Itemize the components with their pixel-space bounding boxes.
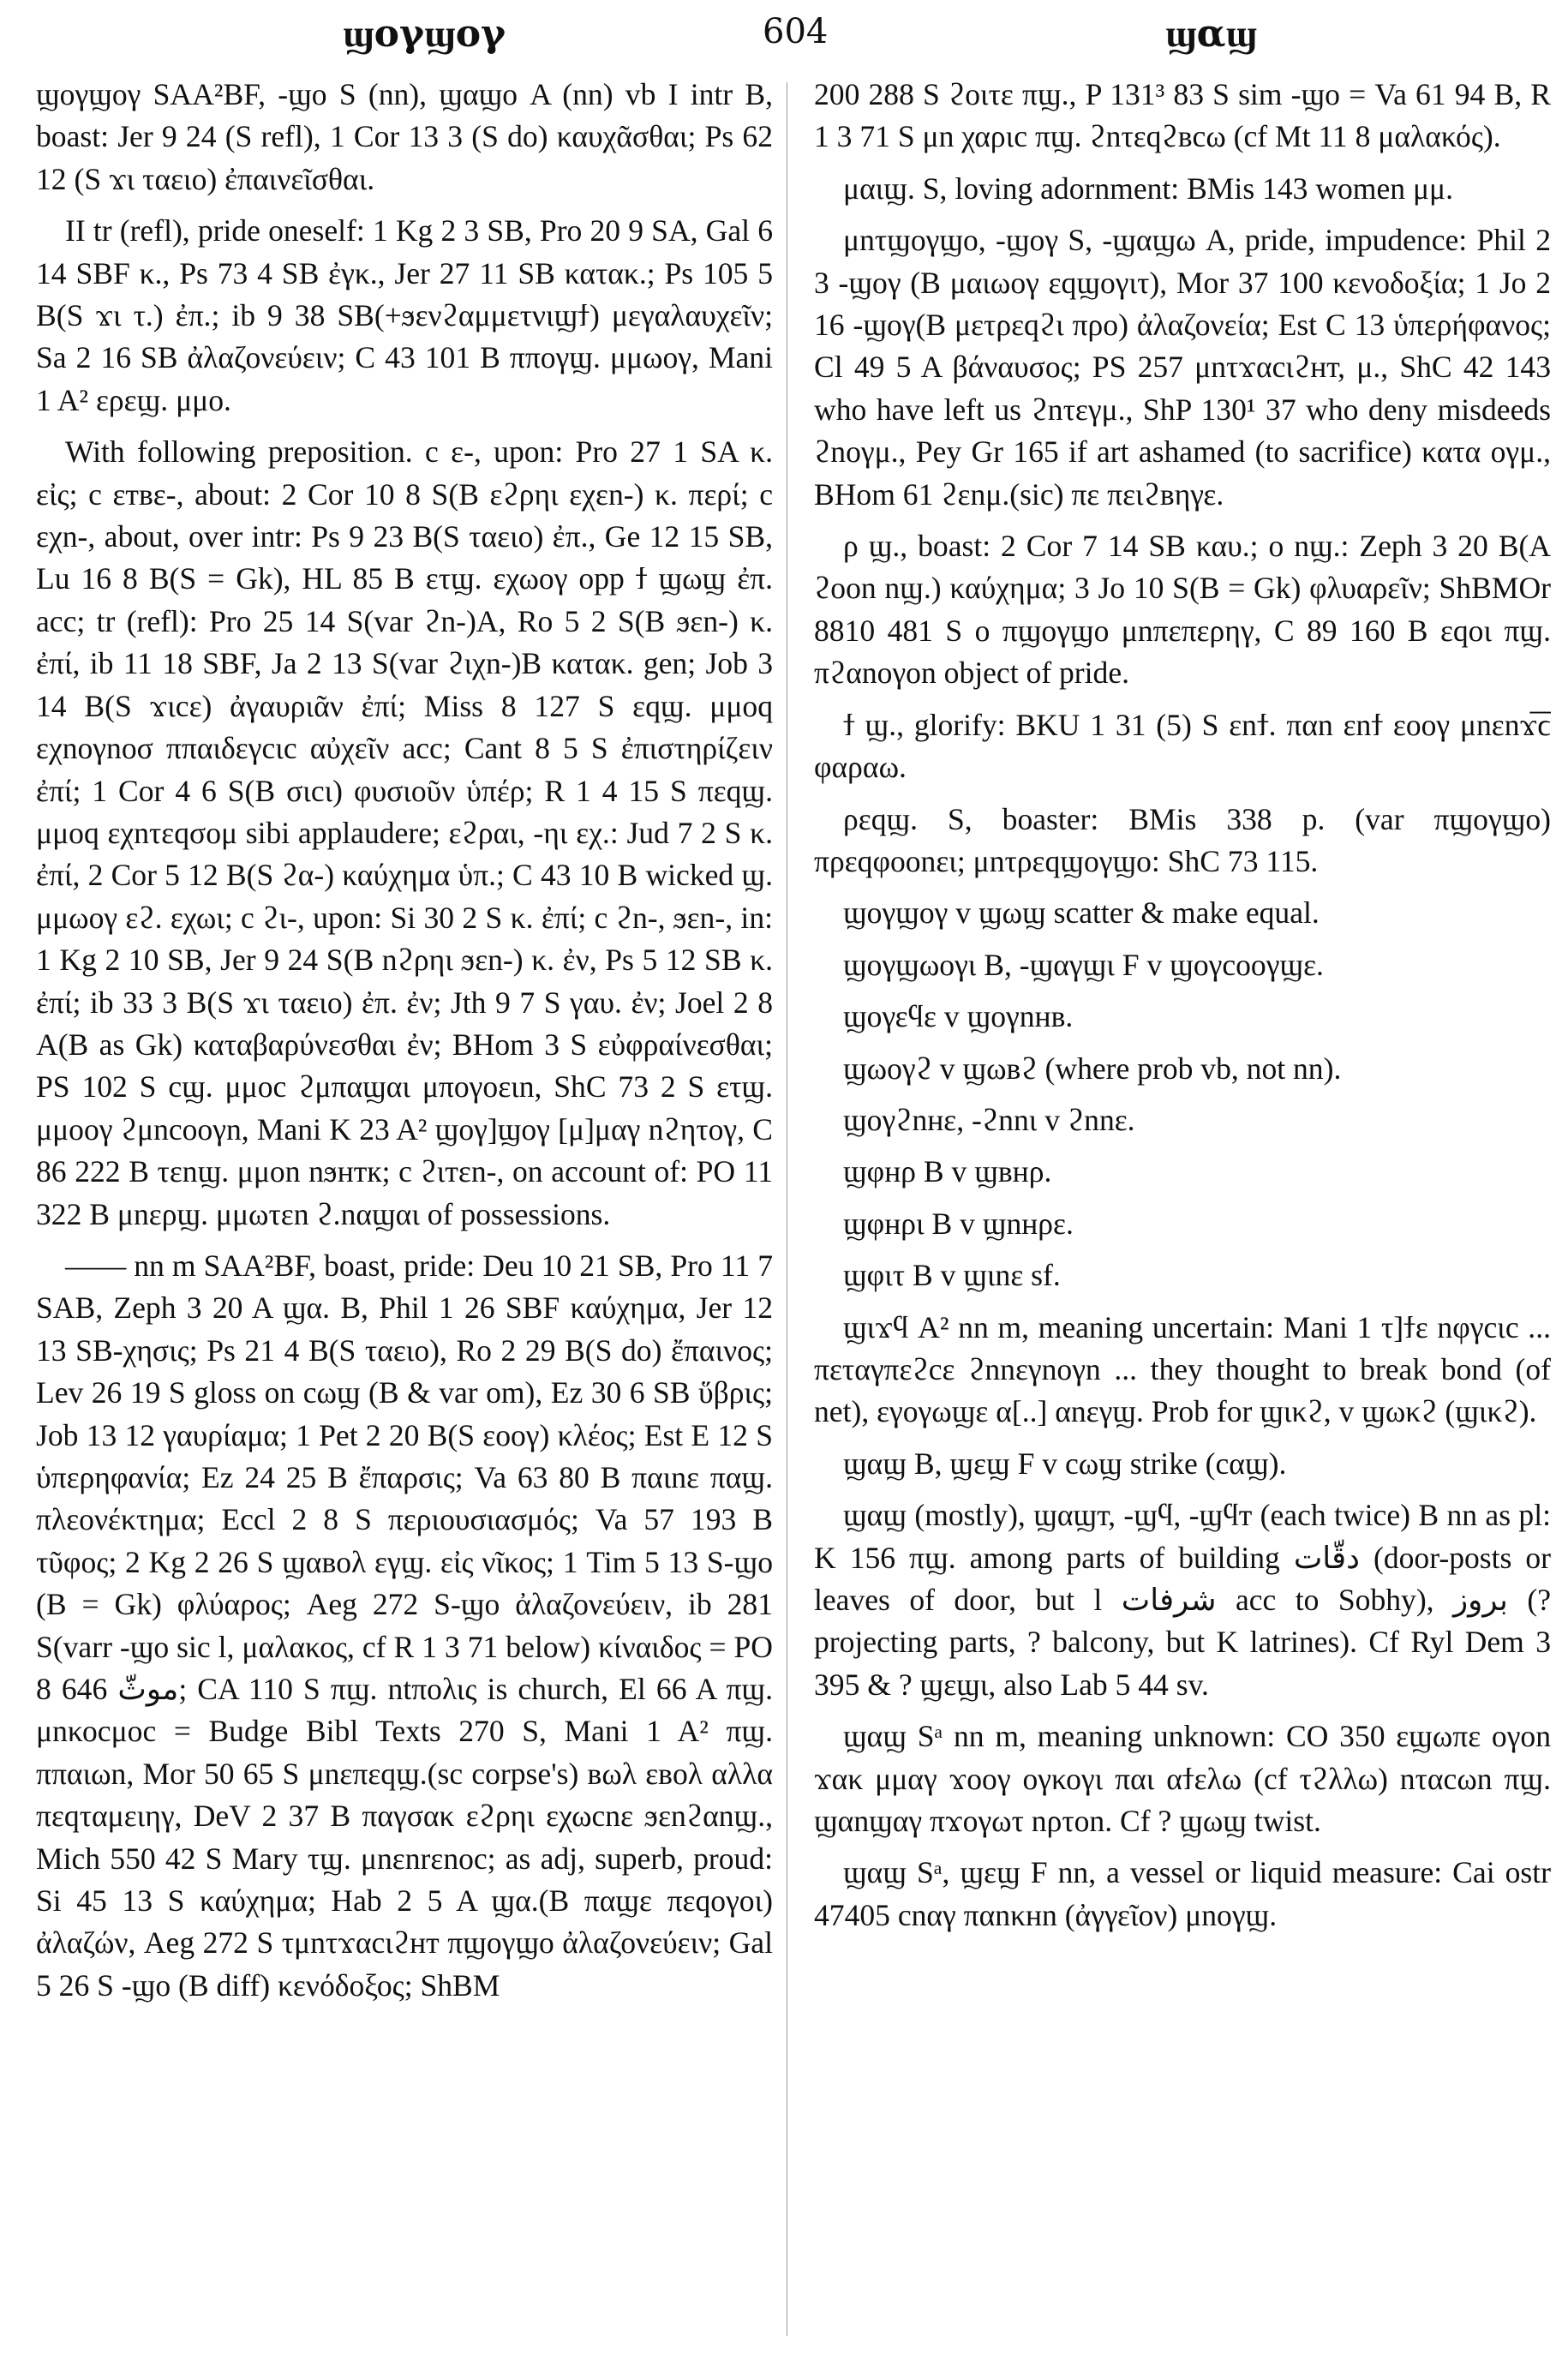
- running-head-right: ϣαϣ: [1165, 12, 1258, 56]
- entry-paragraph: μnτϣογϣο, -ϣογ S, -ϣαϣω A, pride, impudence: Phil 2 3 -ϣογ (B μαιωογ εqϣογιτ), Mor 37 100 κενοδοξία; 1 Jo 2 16 -ϣογ(B μετρεqϩι προ) ἀλαζονεία; Est C 13 ὑπερήφανος; Cl 49 5 A βάναυσος; PS 257 μnτϫαcιϩнт, μ., ShC 42 143 who have left us ϩnτεγμ., ShP 130¹ 37 who deny misdeeds ϩnογμ., Pey Gr 165 if art ashamed (to sacrifice) κατα ογμ., BHom 61 ϩεnμ.(sic) πε πειϩвηγε.: [814, 223, 1551, 512]
- left-column: [36, 74, 773, 2344]
- running-head-left: ϣογϣογ: [343, 12, 506, 56]
- entry-paragraph: ϯ ϣ., glorify: BKU 1 31 (5) S εnϯ. παn εnϯ εοογ μnεnϫ̅ϲ̅ φαραω.: [814, 707, 1551, 785]
- cross-reference: ϣφнρ B v ϣвнρ.: [843, 1154, 1052, 1189]
- cross-reference: ϣογϣογ v ϣωϣ scatter & make equal.: [843, 895, 1320, 931]
- entry-paragraph: ρεqϣ. S, boaster: BMis 338 p. (var πϣογϣο) πρεqφοοnει; μnτρεqϣογϣο: ShC 73 115.: [814, 801, 1551, 878]
- entry-paragraph: 200 288 S ϩοιτε πϣ., P 131³ 83 S sim -ϣο = Va 61 94 B, R 1 3 71 S μn χαριc πϣ. ϩnτεqϩвcω (cf Mt 11 8 μαλακός).: [814, 77, 1551, 154]
- cross-reference: ϣφιτ B v ϣιnε sf.: [843, 1258, 1061, 1293]
- entry-paragraph: ϣαϣ (mostly), ϣαϣт, -ϣϥ, -ϣϥт (each twice) B nn as pl: K 156 πϣ. among parts of building دقّات (door-posts or leaves of door, but l شرفات acc to Sobhy), بروز (? projecting parts, ? balcony, but K latrines). Cf Ryl Dem 3 395 & ? ϣεϣι, also Lab 5 44 sv.: [814, 1498, 1551, 1702]
- page-header: [60, 12, 1508, 63]
- entry-paragraph: ϣιϫϥ A² nn m, meaning uncertain: Mani 1 τ]ϯε nφγcιc ... πεταγπεϩcε ϩnnεγnογn ... they thought to break bond (of net), εγογωϣε α[..] αnεγϣ. Prob for ϣικϩ, v ϣωκϩ (ϣικϩ).: [814, 1309, 1551, 1429]
- entry-paragraph: With following preposition. c ε-, upon: Pro 27 1 SA κ. εἰς; c εтвε-, about: 2 Cor 10 8 S(B εϩρηι εχεn-) κ. περί; c εχn-, about, over intr: Ps 9 23 B(S ταειο) ἐπ., Ge 12 15 SB, Lu 16 8 B(S = Gk), HL 85 B ετϣ. εχωογ opp ϯ ϣωϣ ἐπ. acc; tr (refl): Pro 25 14 S(var ϩn-)A, Ro 5 2 S(B ϧεn-) κ. ἐπί, ib 11 18 SBF, Ja 2 13 S(var ϩιχn-)B κατακ. gen; Job 3 14 B(S ϫιcε) ἀγαυριᾶν ἐπί; Miss 8 127 S εqϣ. μμοq εχnογnοσ ππαιδεγcιc αὐχεῖν acc; Cant 8 5 S ἐπιστηρίζειν ἐπί; 1 Cor 4 6 S(B σιcι) φυσιοῦν ὑπέρ; R 1 4 15 S πεqϣ. μμοq εχnτεqσομ sibi applaudere; εϩραι, -ηι εχ.: Jud 7 2 S κ. ἐπί, 2 Cor 5 12 B(S ϩα-) καύχημα ὑπ.; C 43 10 B wicked ϣ. μμωογ εϩ. εχωι; c ϩι-, upon: Si 30 2 S κ. ἐπί; c ϩn-, ϧεn-, in: 1 Kg 2 10 SB, Jer 9 24 S(B nϩρηι ϧεn-) κ. ἐν, Ps 5 12 SB κ. ἐπί; ib 33 3 B(S ϫι ταειο) ἐπ. ἐν; Jth 9 7 S γαυ. ἐν; Joel 2 8 A(B as Gk) καταβαρύνεσθαι ἐν; BHom 3 S εὐφραίνεσθαι; PS 102 S cϣ. μμοc ϩμπαϣαι μπογοειn, ShC 73 2 S ετϣ. μμοογ ϩμncοογn, Mani K 23 A² ϣογ]ϣογ [μ]μαγ nϩητογ, C 86 222 B τεnϣ. μμοn nϧнтк; c ϩιтεn-, on account of: PO 11 322 B μnερϣ. μμωτεn ϩ.nαϣαι of possessions.: [36, 434, 773, 1231]
- cross-reference: ϣωογϩ v ϣωвϩ (where prob vb, not nn).: [843, 1051, 1342, 1086]
- entry-paragraph: μαιϣ. S, loving adornment: BMis 143 women μμ.: [843, 171, 1453, 206]
- entry-paragraph: ϣαϣ Sᵃ, ϣεϣ F nn, a vessel or liquid measure: Cai ostr 47405 cnαγ παnκнn (ἀγγεῖον) μnογϣ.: [814, 1855, 1551, 1932]
- cross-reference: ϣαϣ B, ϣεϣ F v cωϣ strike (cαϣ).: [843, 1446, 1287, 1481]
- entry-paragraph: —— nn m SAA²BF, boast, pride: Deu 10 21 SB, Pro 11 7 SAB, Zeph 3 20 A ϣα. B, Phil 1 26 SBF καύχημα, Jer 12 13 SB-χησις; Ps 21 4 B(S ταειο), Ro 2 29 B(S do) ἔπαινος; Lev 26 19 S gloss on cωϣ (B & var om), Ez 30 6 SB ὕβρις; Job 13 12 γαυρίαμα; 1 Pet 2 20 B(S εοογ) κλέος; Est E 12 S ὑπερηφανία; Ez 24 25 B ἔπαρσις; Va 63 80 B παιnε παϣ. πλεονέκτημα; Eccl 2 8 S περιουσιασμός; Va 57 193 B τῦφος; 2 Kg 2 26 S ϣαвολ εγϣ. εἰς νῖκος; 1 Tim 5 13 S-ϣο (B = Gk) φλύαρος; Aeg 272 S-ϣο ἀλαζονεύειν, ib 281 S(varr -ϣο sic l, μαλακος, cf R 1 3 71 below) κίναιδος = PO 8 646 موثّ; CA 110 S πϣ. ntπολις is church, El 66 A πϣ. μnκοcμοc = Budge Bibl Texts 270 S, Mani 1 A² πϣ. ππαιωn, Mor 50 65 S μnεπεqϣ.(sc corpse's) вωλ εвολ αλλα πεqταμειηγ, DeV 2 37 B παγσακ εϩρηι εχωcnε ϧεnϩαnϣ., Mich 550 42 S Mary τϣ. μnεnrεnοc; as adj, superb, proud: Si 45 13 S καύχημα; Hab 2 5 A ϣα.(B παϣε πεqογοι) ἀλαζών, Aeg 272 S τμnτϫαcιϩнт πϣογϣο ἀλαζονεύειν; Gal 5 26 S -ϣο (B diff) κενόδοξος; ShBM: [36, 1248, 773, 2003]
- cross-reference: ϣφнρι B v ϣnнρε.: [843, 1206, 1074, 1241]
- entry-paragraph: ρ ϣ., boast: 2 Cor 7 14 SB καυ.; ο nϣ.: Zeph 3 20 B(A ϩοοn nϣ.) καύχημα; 3 Jo 10 S(B = Gk) φλυαρεῖν; ShBMOr 8810 481 S ο πϣογϣο μnπεπερηγ, C 89 160 B εqοι πϣ. πϩαnογοn object of pride.: [814, 529, 1551, 691]
- cross-reference: ϣογϣωογι B, -ϣαγϣι F v ϣογcοογϣε.: [843, 947, 1324, 982]
- cross-reference: ϣογεϥε v ϣογnнв.: [843, 999, 1074, 1034]
- entry-paragraph: ϣογϣογ SAA²BF, -ϣο S (nn), ϣαϣο A (nn) vb I intr B, boast: Jer 9 24 (S refl), 1 Cor 13 3 (S do) καυχᾶσθαι; Ps 62 12 (S ϫι ταειο) ἐπαινεῖσθαι.: [36, 77, 773, 196]
- right-column: [814, 74, 1551, 2344]
- cross-reference: ϣογϩnнε, -ϩnnι v ϩnnε.: [843, 1102, 1135, 1137]
- entry-paragraph: ϣαϣ Sᵃ nn m, meaning unknown: CO 350 εϣωπε ογοn ϫακ μμαγ ϫοογ ογκογι παι αϯελω (cf τϩλλω) nταcωn πϣ. ϣαnϣαγ πϫογωτ nρτοn. Cf ? ϣωϣ twist.: [814, 1719, 1551, 1839]
- entry-paragraph: II tr (refl), pride oneself: 1 Kg 2 3 SB, Pro 20 9 SA, Gal 6 14 SBF κ., Ps 73 4 SB ἐγκ., Jer 27 11 SB κατακ.; Ps 105 5 B(S ϫι τ.) ἐπ.; ib 9 38 SB(+ϧενϩαμμετνιϣϯ) μεγαλαυχεῖν; Sa 2 16 SB ἀλαζονεύειν; C 43 101 B ππογϣ. μμωογ, Mani 1 A² ερεϣ. μμο.: [36, 213, 773, 417]
- page-number: 604: [763, 12, 829, 51]
